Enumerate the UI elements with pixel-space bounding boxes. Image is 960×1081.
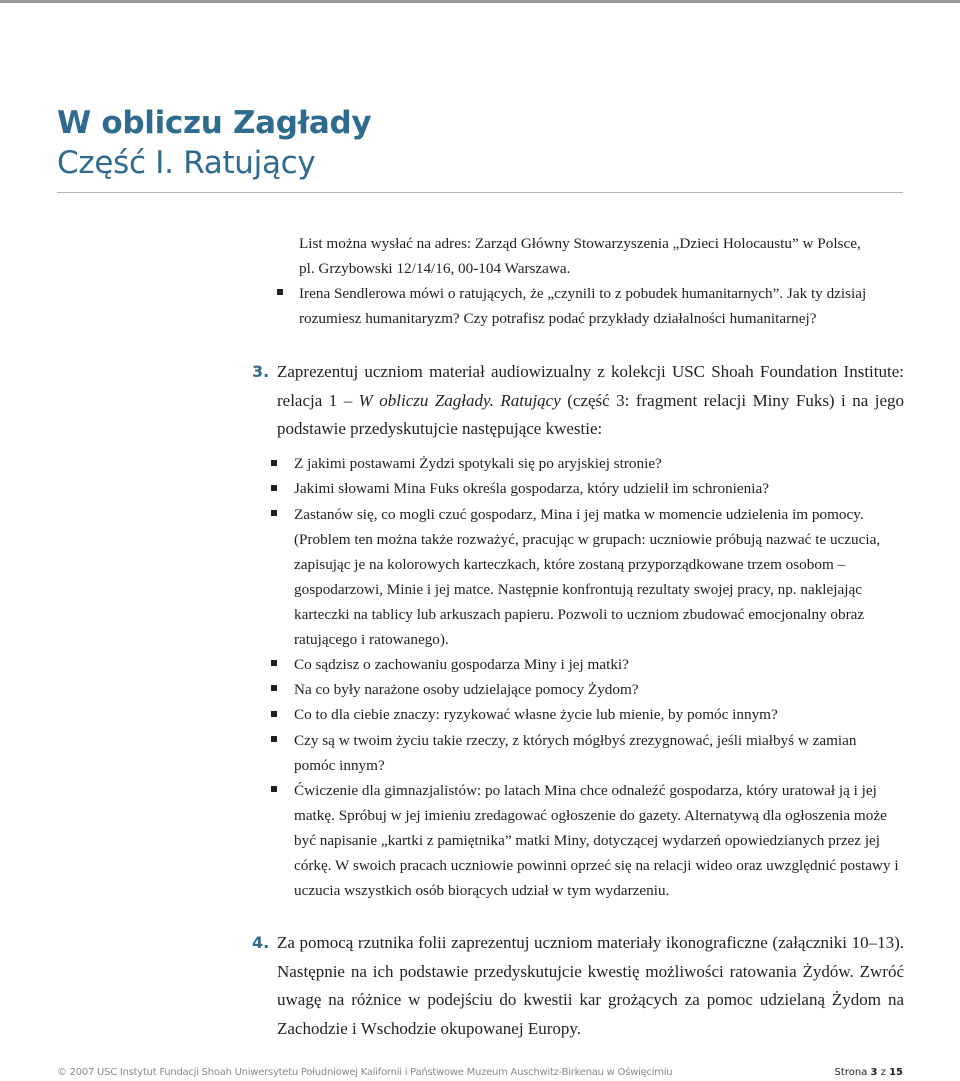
section-4-number: 4. [252,933,270,952]
section-3-number: 3. [252,362,270,381]
header-divider [57,192,903,193]
bullet-icon [271,510,277,516]
sendler-question-line-2: rozumiesz humanitaryzm? Czy potrafisz podać przykłady działalności humanitarnej? [299,310,817,327]
discussion-item: Jakimi słowami Mina Fuks określa gospodarza, który udzielił im schronienia? [294,480,769,497]
discussion-item: Co sądzisz o zachowaniu gospodarza Miny i jej matki? [294,656,629,673]
section-3-text-start: Zaprezentuj uczniom materiał audiowizualny z kolekcji USC Shoah Foundation Institute: relacja 1 – [277,362,904,410]
address-line-1: List można wysłać na adres: Zarząd Główny Stowarzyszenia „Dzieci Holocaustu” w Polsce, [299,235,861,252]
page-current: 3 [870,1067,878,1078]
bullet-icon [271,685,277,691]
page-title: W obliczu Zagłady [57,105,372,141]
section-3-text-end: (część 3: fragment relacji Miny Fuks) i na jego podstawie przedyskutujcie następujące kwestie: [277,390,905,438]
bullet-icon [271,736,277,742]
page-total: 15 [889,1067,903,1078]
footer-copyright: © 2007 USC Instytut Fundacji Shoah Uniwersytetu Południowej Kalifornii i Państwowe Muzeum Auschwitz-Birkenau w Oświęcimiu [57,1067,673,1078]
bullet-icon [271,660,277,666]
top-border [0,0,960,3]
discussion-item: Z jakimi postawami Żydzi spotykali się po aryjskiej stronie? [294,455,662,472]
bullet-icon [271,485,277,491]
bullet-icon [271,711,277,717]
page-label: Strona [834,1067,868,1078]
page-separator: z [880,1067,886,1078]
address-line-2: pl. Grzybowski 12/14/16, 00-104 Warszawa. [299,260,571,277]
discussion-item: Co to dla ciebie znaczy: ryzykować własne życie lub mienie, by pomóc innym? [294,706,778,723]
section-4-text: Za pomocą rzutnika folii zaprezentuj uczniom materiały ikonograficzne (załączniki 10–13). Następnie na ich podstawie przedyskutujcie kwestię możliwości ratowania Żydów. Zwróć uwagę na różnice w podejściu do kwestii kar grożących za pomoc udzielaną Żydom na Zachodzie i Wschodzie okupowanej Europy. [277,933,904,1038]
page-number [835,1067,903,1078]
bullet-icon [271,786,277,792]
discussion-item: Na co były narażone osoby udzielające pomocy Żydom? [294,681,639,698]
discussion-item: Czy są w twoim życiu takie rzeczy, z których mógłbyś zrezygnować, jeśli miałbyś w zamian pomóc innym? [294,732,857,774]
bullet-icon [271,460,277,466]
section-3-material-title: W obliczu Zagłady. Ratujący [358,390,561,410]
sendler-question-line-1: Irena Sendlerowa mówi o ratujących, że „czynili to z pobudek humanitarnych”. Jak ty dzisiaj [299,285,867,302]
bullet-icon [277,289,283,295]
page-subtitle: Część I. Ratujący [57,145,316,181]
section-3-intro [277,358,904,444]
discussion-item: Zastanów się, co mogli czuć gospodarz, Mina i jej matka w momencie udzielenia im pomocy. (Problem ten można także rozważyć, pracując w grupach: uczniowie próbują nazwać te uczucia, zapisując je na kolorowych karteczkach, które zostaną przyporządkowane trzem osobom – gospodarzowi, Minie i jej matce. Następnie konfrontują rezultaty swojej pracy, np. naklejając karteczki na tablicy lub arkuszach papieru. Pozwoli to uczniom zbudować emocjonalny obraz ratującego i ratowanego). [294,506,881,648]
discussion-item: Ćwiczenie dla gimnazjalistów: po latach Mina chce odnaleźć gospodarza, który uratował ją i jej matkę. Spróbuj w jej imieniu zredagować ogłoszenie do gazety. Alternatywą dla ogłoszenia może być napisanie „kartki z pamiętnika” matki Miny, dotyczącej wydarzeń opowiedzianych przez jej córkę. W swoich pracach uczniowie powinni oprzeć się na relacji wideo oraz uwzględnić postawy i uczucia wszystkich osób biorących udział w tym wydarzeniu. [294,782,899,899]
